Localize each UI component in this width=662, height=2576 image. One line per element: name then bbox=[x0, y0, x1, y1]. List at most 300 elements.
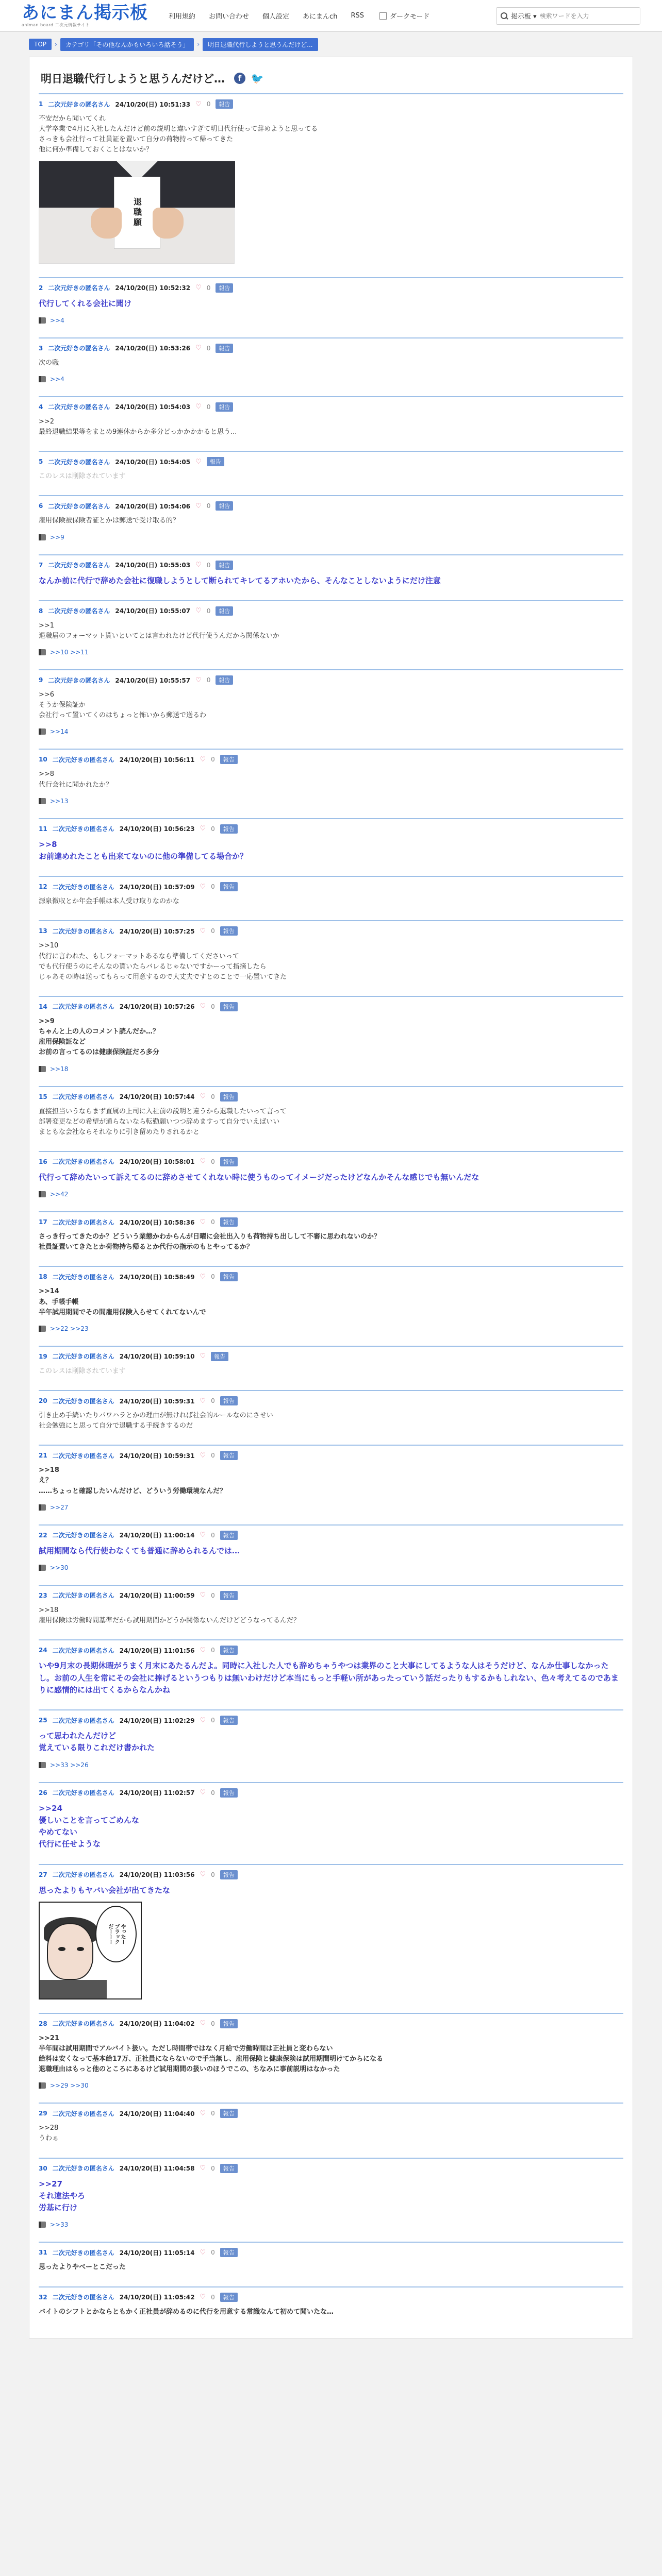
like-count: 0 bbox=[211, 1452, 215, 1460]
post-meta bbox=[39, 1002, 623, 1011]
post-number[interactable]: 22 bbox=[39, 1531, 47, 1539]
nav-animanch[interactable]: あにまんch bbox=[303, 13, 338, 21]
post-number[interactable]: 13 bbox=[39, 927, 47, 935]
post-date: 24/10/20(日) 10:55:03 bbox=[115, 562, 191, 569]
post-author: 二次元好きの匿名さん bbox=[52, 1093, 114, 1101]
twitter-share-icon[interactable]: 🐦 bbox=[251, 72, 264, 84]
post-number[interactable]: 5 bbox=[39, 458, 43, 466]
post-author: 二次元好きの匿名さん bbox=[48, 345, 110, 352]
heart-icon[interactable]: ♡ bbox=[200, 1789, 206, 1797]
post-number[interactable]: 29 bbox=[39, 2110, 47, 2117]
post-meta bbox=[39, 1451, 623, 1460]
heart-icon[interactable]: ♡ bbox=[195, 403, 202, 411]
like-count: 0 bbox=[211, 1273, 215, 1281]
post-author: 二次元好きの匿名さん bbox=[52, 1592, 114, 1600]
post-footer bbox=[39, 1504, 623, 1511]
post-body: >>2 最終退職結果等をまとめ9連休からか多分どっかかかかると思う... bbox=[39, 417, 237, 436]
post-date: 24/10/20(日) 10:57:26 bbox=[119, 1003, 195, 1011]
thumbs-up-icon[interactable] bbox=[39, 376, 46, 382]
post-date: 24/10/20(日) 10:58:49 bbox=[119, 1273, 195, 1281]
post-body: >>27 それ違法やろ 労基に行け bbox=[39, 2179, 86, 2213]
heart-icon[interactable]: ♡ bbox=[195, 561, 202, 569]
search-scope-select[interactable]: 掲示板 ▾ bbox=[511, 13, 537, 21]
post-date: 24/10/20(日) 10:57:25 bbox=[119, 927, 195, 935]
post-author: 二次元好きの匿名さん bbox=[52, 1647, 114, 1654]
heart-icon[interactable]: ♡ bbox=[200, 927, 206, 935]
post-date: 24/10/20(日) 10:57:44 bbox=[119, 1093, 195, 1101]
thumbs-up-icon[interactable] bbox=[39, 317, 46, 324]
post-number[interactable]: 8 bbox=[39, 607, 43, 615]
post-author: 二次元好きの匿名さん bbox=[48, 100, 110, 108]
report-button[interactable]: 報告 bbox=[220, 1646, 238, 1655]
like-count: 0 bbox=[206, 284, 211, 292]
report-button[interactable]: 報告 bbox=[220, 2293, 238, 2302]
post-number[interactable]: 32 bbox=[39, 2293, 47, 2301]
heart-icon[interactable]: ♡ bbox=[200, 2109, 206, 2117]
post bbox=[39, 1585, 623, 1626]
manga-body-shape bbox=[40, 1980, 107, 1998]
thumbs-up-icon[interactable] bbox=[39, 534, 46, 540]
report-button[interactable]: 報告 bbox=[220, 1217, 238, 1227]
report-button[interactable]: 報告 bbox=[220, 2164, 238, 2173]
post-number[interactable]: 26 bbox=[39, 1789, 47, 1797]
post-author: 二次元好きの匿名さん bbox=[52, 1218, 114, 1226]
post bbox=[39, 669, 623, 735]
heart-icon[interactable]: ♡ bbox=[200, 883, 206, 891]
like-count: 0 bbox=[211, 1158, 215, 1165]
like-count: 0 bbox=[206, 502, 211, 510]
reply-links[interactable]: >>9 bbox=[50, 533, 64, 541]
thumbs-up-icon[interactable] bbox=[39, 1762, 46, 1768]
post-author: 二次元好きの匿名さん bbox=[48, 284, 110, 292]
post-date: 24/10/20(日) 10:52:32 bbox=[115, 284, 191, 292]
like-count: 0 bbox=[206, 403, 211, 411]
post-author: 二次元好きの匿名さん bbox=[52, 825, 114, 833]
heart-icon[interactable]: ♡ bbox=[200, 1451, 206, 1460]
like-count: 0 bbox=[211, 2110, 215, 2117]
post-number[interactable]: 19 bbox=[39, 1352, 47, 1360]
report-button[interactable]: 報告 bbox=[216, 501, 233, 511]
post-number[interactable]: 2 bbox=[39, 284, 43, 292]
heart-icon[interactable]: ♡ bbox=[195, 284, 202, 292]
post bbox=[39, 495, 623, 540]
reply-links[interactable]: >>4 bbox=[50, 375, 64, 383]
thumbs-up-icon[interactable] bbox=[39, 1565, 46, 1571]
heart-icon[interactable]: ♡ bbox=[200, 1397, 206, 1405]
like-count: 0 bbox=[211, 2249, 215, 2257]
post-author: 二次元好きの匿名さん bbox=[52, 1397, 114, 1405]
report-button[interactable]: 報告 bbox=[220, 1531, 238, 1540]
post-number[interactable]: 9 bbox=[39, 676, 43, 684]
post bbox=[39, 2013, 623, 2090]
report-button[interactable]: 報告 bbox=[216, 561, 233, 570]
post-footer bbox=[39, 1564, 623, 1571]
like-count: 0 bbox=[206, 344, 211, 352]
post-meta bbox=[39, 882, 623, 891]
post-body: 代行してくれる会社に聞け bbox=[39, 298, 132, 308]
dark-mode-checkbox[interactable] bbox=[379, 12, 387, 20]
nav-rss[interactable]: RSS bbox=[351, 12, 364, 20]
post-body: >>8 お前達めれたことも出来てないのに他の準備してる場合か？ bbox=[39, 839, 248, 861]
post-meta bbox=[39, 283, 623, 293]
like-count: 0 bbox=[211, 1397, 215, 1405]
heart-icon[interactable]: ♡ bbox=[200, 755, 206, 764]
breadcrumb bbox=[0, 32, 662, 57]
post-author: 二次元好きの匿名さん bbox=[48, 502, 110, 510]
like-count: 0 bbox=[211, 2164, 215, 2172]
post bbox=[39, 337, 623, 383]
logo-title: あにまん掲示板 bbox=[22, 3, 148, 23]
report-button[interactable]: 報告 bbox=[220, 2019, 238, 2028]
thread-title: 明日退職代行しようと思うんだけど… bbox=[41, 73, 225, 85]
manga-panel-image[interactable] bbox=[39, 1902, 142, 1999]
site-header bbox=[0, 0, 662, 32]
post bbox=[39, 1709, 623, 1769]
post-meta bbox=[39, 1396, 623, 1405]
post-number[interactable]: 20 bbox=[39, 1397, 47, 1405]
report-button[interactable]: 報告 bbox=[220, 882, 238, 891]
logo-subtitle: animan board 二次元情報サイト bbox=[22, 23, 90, 27]
like-count: 0 bbox=[211, 2020, 215, 2027]
report-button[interactable]: 報告 bbox=[216, 344, 233, 353]
post-footer bbox=[39, 1065, 623, 1073]
post-date: 24/10/20(日) 10:54:03 bbox=[115, 403, 191, 411]
post-number[interactable]: 31 bbox=[39, 2249, 47, 2257]
post bbox=[39, 1864, 623, 1999]
site-logo[interactable] bbox=[22, 4, 148, 28]
heart-icon[interactable]: ♡ bbox=[195, 457, 202, 466]
breadcrumb-thread[interactable]: 明日退職代行しようと思うんだけど... bbox=[203, 38, 318, 51]
nav-contact[interactable]: お問い合わせ bbox=[209, 13, 250, 21]
post-footer bbox=[39, 2082, 623, 2089]
post-number[interactable]: 17 bbox=[39, 1218, 47, 1226]
post-author: 二次元好きの匿名さん bbox=[48, 403, 110, 411]
post-date: 24/10/20(日) 10:58:01 bbox=[119, 1158, 195, 1166]
heart-icon[interactable]: ♡ bbox=[200, 1158, 206, 1166]
like-count: 0 bbox=[211, 1093, 215, 1100]
manga-face-shape bbox=[47, 1923, 93, 1980]
post-author: 二次元好きの匿名さん bbox=[48, 562, 110, 569]
reply-links[interactable]: >>22 >>23 bbox=[50, 1325, 89, 1332]
post-number[interactable]: 18 bbox=[39, 1273, 47, 1281]
heart-icon[interactable]: ♡ bbox=[195, 502, 202, 510]
post-author: 二次元好きの匿名さん bbox=[48, 458, 110, 466]
post-number[interactable]: 23 bbox=[39, 1591, 47, 1599]
hand-left-shape bbox=[91, 208, 122, 239]
post bbox=[39, 396, 623, 437]
like-count: 0 bbox=[211, 1647, 215, 1654]
post-author: 二次元好きの匿名さん bbox=[52, 1871, 114, 1879]
post bbox=[39, 600, 623, 656]
post-number[interactable]: 14 bbox=[39, 1003, 47, 1010]
report-button[interactable]: 報告 bbox=[220, 1870, 238, 1879]
post-footer bbox=[39, 376, 623, 383]
post-author: 二次元好きの匿名さん bbox=[52, 1273, 114, 1281]
reply-links[interactable]: >>33 >>26 bbox=[50, 1761, 89, 1769]
post-number[interactable]: 28 bbox=[39, 2020, 47, 2027]
heart-icon[interactable]: ♡ bbox=[200, 1871, 206, 1879]
like-count: 0 bbox=[211, 2293, 215, 2301]
post-body: 代行って辞めたいって訴えてるのに辞めさせてくれない時に使うものってイメージだったけどなんかそんな感じでも無いんだな bbox=[39, 1172, 479, 1182]
facebook-share-icon[interactable]: f bbox=[234, 73, 245, 84]
report-button[interactable]: 報告 bbox=[220, 1002, 238, 1011]
heart-icon[interactable]: ♡ bbox=[195, 100, 202, 108]
report-button[interactable]: 報告 bbox=[220, 1451, 238, 1460]
post-body: バイトのシフトとかならともかく正社員が辞めるのに代行を用意する常識なんて初めて聞いたな… bbox=[39, 2308, 334, 2316]
post-meta bbox=[39, 1531, 623, 1540]
report-button[interactable]: 報告 bbox=[220, 1788, 238, 1798]
like-count: 0 bbox=[211, 825, 215, 833]
post bbox=[39, 2158, 623, 2229]
post-footer bbox=[39, 798, 623, 805]
post bbox=[39, 1151, 623, 1198]
post-date: 24/10/20(日) 10:59:31 bbox=[119, 1452, 195, 1460]
post-number[interactable]: 27 bbox=[39, 1871, 47, 1878]
heart-icon[interactable]: ♡ bbox=[200, 1218, 206, 1226]
post-date: 24/10/20(日) 10:53:26 bbox=[115, 345, 191, 352]
post-author: 二次元好きの匿名さん bbox=[52, 1717, 114, 1724]
post-number[interactable]: 10 bbox=[39, 756, 47, 764]
post-number[interactable]: 30 bbox=[39, 2164, 47, 2172]
post-footer bbox=[39, 649, 623, 656]
search-input[interactable] bbox=[540, 12, 636, 20]
post-author: 二次元好きの匿名さん bbox=[52, 2020, 114, 2028]
post-meta bbox=[39, 2293, 623, 2302]
thumbs-up-icon[interactable] bbox=[39, 1326, 46, 1332]
thumbs-up-icon[interactable] bbox=[39, 1191, 46, 1197]
post-author: 二次元好きの匿名さん bbox=[52, 1789, 114, 1797]
post-number[interactable]: 21 bbox=[39, 1452, 47, 1460]
post-meta bbox=[39, 1788, 623, 1798]
post-body: >>10 代行に言われた、もしフォーマットあるなら準備してくださいって でも代行使うのにそんなの貰いたらバレるじゃないですかーって指摘したら じゃあその時は送ってもらって用意するので大丈夫ですとのことで一応置いてきた bbox=[39, 942, 287, 981]
report-button[interactable]: 報告 bbox=[220, 2248, 238, 2257]
reply-links[interactable]: >>4 bbox=[50, 316, 64, 324]
post-body: >>6 そうか保険証か 会社行って置いてくのはちょっと怖いから郵送で送るわ bbox=[39, 691, 207, 720]
dark-mode-toggle[interactable] bbox=[379, 11, 429, 21]
reply-links[interactable]: >>30 bbox=[50, 1564, 69, 1571]
post-footer bbox=[39, 1761, 623, 1769]
heart-icon[interactable]: ♡ bbox=[200, 1003, 206, 1011]
post-meta bbox=[39, 561, 623, 570]
post-number[interactable]: 1 bbox=[39, 100, 43, 108]
like-count: 0 bbox=[206, 607, 211, 615]
post-meta bbox=[39, 99, 623, 109]
post-body: 次の職 bbox=[39, 359, 59, 367]
post-date: 24/10/20(日) 11:00:14 bbox=[119, 1532, 195, 1539]
post-body: >>8 代行会社に聞かれたか？ bbox=[39, 770, 113, 789]
post-footer bbox=[39, 317, 623, 324]
post-date: 24/10/20(日) 10:54:06 bbox=[115, 502, 191, 510]
post-author: 二次元好きの匿名さん bbox=[52, 2165, 114, 2173]
report-button[interactable]: 報告 bbox=[220, 824, 238, 834]
post-footer bbox=[39, 728, 623, 735]
like-count: 0 bbox=[211, 756, 215, 764]
post-date: 24/10/20(日) 11:05:14 bbox=[119, 2249, 195, 2257]
heart-icon[interactable]: ♡ bbox=[200, 1352, 206, 1361]
heart-icon[interactable]: ♡ bbox=[195, 344, 202, 352]
post-author: 二次元好きの匿名さん bbox=[52, 2110, 114, 2117]
post bbox=[39, 1390, 623, 1431]
thumbs-up-icon[interactable] bbox=[39, 2082, 46, 2089]
heart-icon[interactable]: ♡ bbox=[195, 676, 202, 684]
post-date: 24/10/20(日) 10:51:33 bbox=[115, 100, 191, 108]
thumbs-up-icon[interactable] bbox=[39, 1504, 46, 1511]
post-meta bbox=[39, 501, 623, 511]
post-body: このレスは削除されています bbox=[39, 1367, 126, 1375]
post-number[interactable]: 15 bbox=[39, 1093, 47, 1100]
post-meta bbox=[39, 1217, 623, 1227]
post-date: 24/10/20(日) 11:04:58 bbox=[119, 2165, 195, 2173]
search-icon[interactable] bbox=[501, 12, 508, 20]
heart-icon[interactable]: ♡ bbox=[200, 1591, 206, 1600]
heart-icon[interactable]: ♡ bbox=[195, 607, 202, 615]
heart-icon[interactable]: ♡ bbox=[200, 2248, 206, 2257]
heart-icon[interactable]: ♡ bbox=[200, 825, 206, 833]
post bbox=[39, 1445, 623, 1511]
post-meta bbox=[39, 1870, 623, 1879]
reply-links[interactable]: >>42 bbox=[50, 1191, 69, 1198]
post-footer bbox=[39, 534, 623, 541]
thumbs-up-icon[interactable] bbox=[39, 1066, 46, 1072]
like-count: 0 bbox=[206, 676, 211, 684]
reply-links[interactable]: >>18 bbox=[50, 1065, 69, 1073]
post-number[interactable]: 6 bbox=[39, 502, 43, 510]
post-body: 思ったよりもヤバい会社が出てきたな bbox=[39, 1885, 171, 1895]
post bbox=[39, 1086, 623, 1138]
post-number[interactable]: 11 bbox=[39, 825, 47, 833]
heart-icon[interactable]: ♡ bbox=[200, 1531, 206, 1539]
like-count: 0 bbox=[211, 1789, 215, 1797]
reply-links[interactable]: >>14 bbox=[50, 728, 69, 736]
like-count: 0 bbox=[206, 561, 211, 569]
like-count: 0 bbox=[211, 1003, 215, 1010]
report-button[interactable]: 報告 bbox=[216, 99, 233, 109]
post-number[interactable]: 7 bbox=[39, 561, 43, 569]
post-body: >>28 うわぁ bbox=[39, 2124, 59, 2143]
report-button[interactable]: 報告 bbox=[220, 1157, 238, 1166]
post bbox=[39, 818, 623, 863]
post-date: 24/10/20(日) 11:03:56 bbox=[119, 1871, 195, 1879]
post-date: 24/10/20(日) 10:58:36 bbox=[119, 1218, 195, 1226]
thumbs-up-icon[interactable] bbox=[39, 798, 46, 804]
post-body: 試用期間なら代行使わなくても普通に辞められるんでは… bbox=[39, 1546, 240, 1555]
thumbs-up-icon[interactable] bbox=[39, 2222, 46, 2228]
post-author: 二次元好きの匿名さん bbox=[52, 1003, 114, 1011]
report-button[interactable]: 報告 bbox=[220, 1396, 238, 1405]
report-button[interactable]: 報告 bbox=[216, 402, 233, 412]
post-date: 24/10/20(日) 10:57:09 bbox=[119, 883, 195, 891]
post bbox=[39, 2103, 623, 2144]
report-button[interactable]: 報告 bbox=[211, 1352, 228, 1361]
post bbox=[39, 1211, 623, 1252]
thumbs-up-icon[interactable] bbox=[39, 728, 46, 735]
breadcrumb-category[interactable]: カテゴリ「その他なんかもいろいろ話そう」 bbox=[60, 38, 194, 51]
post-date: 24/10/20(日) 11:04:40 bbox=[119, 2110, 195, 2117]
post bbox=[39, 996, 623, 1073]
post bbox=[39, 920, 623, 982]
post-number[interactable]: 16 bbox=[39, 1158, 47, 1165]
post-meta bbox=[39, 755, 623, 764]
reply-links[interactable]: >>33 bbox=[50, 2221, 69, 2229]
report-button[interactable]: 報告 bbox=[207, 457, 224, 466]
report-button[interactable]: 報告 bbox=[220, 1272, 238, 1281]
post-date: 24/10/20(日) 10:59:31 bbox=[119, 1397, 195, 1405]
post-date: 24/10/20(日) 11:02:57 bbox=[119, 1789, 195, 1797]
post-author: 二次元好きの匿名さん bbox=[48, 676, 110, 684]
post-number[interactable]: 3 bbox=[39, 344, 43, 352]
post-author: 二次元好きの匿名さん bbox=[52, 1353, 114, 1361]
post-meta bbox=[39, 2019, 623, 2028]
post-meta bbox=[39, 1591, 623, 1600]
report-button[interactable]: 報告 bbox=[216, 606, 233, 616]
like-count: 0 bbox=[211, 1871, 215, 1878]
thread-title-row bbox=[39, 65, 623, 93]
letter-label: 退職願 bbox=[132, 197, 142, 228]
post-meta bbox=[39, 402, 623, 412]
post bbox=[39, 1639, 623, 1696]
report-button[interactable]: 報告 bbox=[220, 1591, 238, 1600]
thumbs-up-icon[interactable] bbox=[39, 649, 46, 655]
post-meta bbox=[39, 1646, 623, 1655]
post bbox=[39, 93, 623, 264]
breadcrumb-separator-icon: › bbox=[55, 41, 57, 48]
report-button[interactable]: 報告 bbox=[216, 283, 233, 293]
post bbox=[39, 277, 623, 324]
heart-icon[interactable]: ♡ bbox=[200, 1646, 206, 1654]
resignation-letter-image[interactable] bbox=[39, 161, 235, 264]
post-number[interactable]: 24 bbox=[39, 1647, 47, 1654]
report-button[interactable]: 報告 bbox=[220, 755, 238, 764]
reply-links[interactable]: >>13 bbox=[50, 797, 69, 805]
report-button[interactable]: 報告 bbox=[216, 675, 233, 685]
heart-icon[interactable]: ♡ bbox=[200, 2164, 206, 2173]
heart-icon[interactable]: ♡ bbox=[200, 2020, 206, 2028]
post-meta bbox=[39, 926, 623, 936]
post-body: このレスは削除されています bbox=[39, 472, 126, 481]
post-number[interactable]: 12 bbox=[39, 883, 47, 891]
post-body: >>14 あ、手帳手帳 半年試用期間でその間雇用保険入らせてくれてないんで bbox=[39, 1287, 206, 1316]
post-author: 二次元好きの匿名さん bbox=[52, 1158, 114, 1166]
nav-terms[interactable]: 利用規約 bbox=[169, 13, 196, 21]
post-number[interactable]: 25 bbox=[39, 1717, 47, 1724]
heart-icon[interactable]: ♡ bbox=[200, 1716, 206, 1724]
post-meta bbox=[39, 2109, 623, 2118]
report-button[interactable]: 報告 bbox=[220, 1716, 238, 1725]
breadcrumb-top[interactable]: TOP bbox=[29, 39, 52, 50]
like-count: 0 bbox=[211, 1531, 215, 1539]
report-button[interactable]: 報告 bbox=[220, 2109, 238, 2118]
post-author: 二次元好きの匿名さん bbox=[52, 927, 114, 935]
nav-settings[interactable]: 個人設定 bbox=[262, 13, 290, 21]
heart-icon[interactable]: ♡ bbox=[200, 2293, 206, 2301]
reply-links[interactable]: >>10 >>11 bbox=[50, 649, 89, 656]
post-date: 24/10/20(日) 10:55:57 bbox=[115, 676, 191, 684]
reply-links[interactable]: >>27 bbox=[50, 1503, 69, 1511]
hand-right-shape bbox=[153, 208, 184, 239]
heart-icon[interactable]: ♡ bbox=[200, 1273, 206, 1281]
post-number[interactable]: 4 bbox=[39, 403, 43, 411]
post-meta bbox=[39, 675, 623, 685]
post-meta bbox=[39, 824, 623, 834]
reply-links[interactable]: >>29 >>30 bbox=[50, 2082, 89, 2090]
post-meta bbox=[39, 1092, 623, 1101]
heart-icon[interactable]: ♡ bbox=[200, 1093, 206, 1101]
post bbox=[39, 1346, 623, 1377]
report-button[interactable]: 報告 bbox=[220, 1092, 238, 1101]
post bbox=[39, 1524, 623, 1571]
post bbox=[39, 451, 623, 482]
report-button[interactable]: 報告 bbox=[220, 926, 238, 936]
